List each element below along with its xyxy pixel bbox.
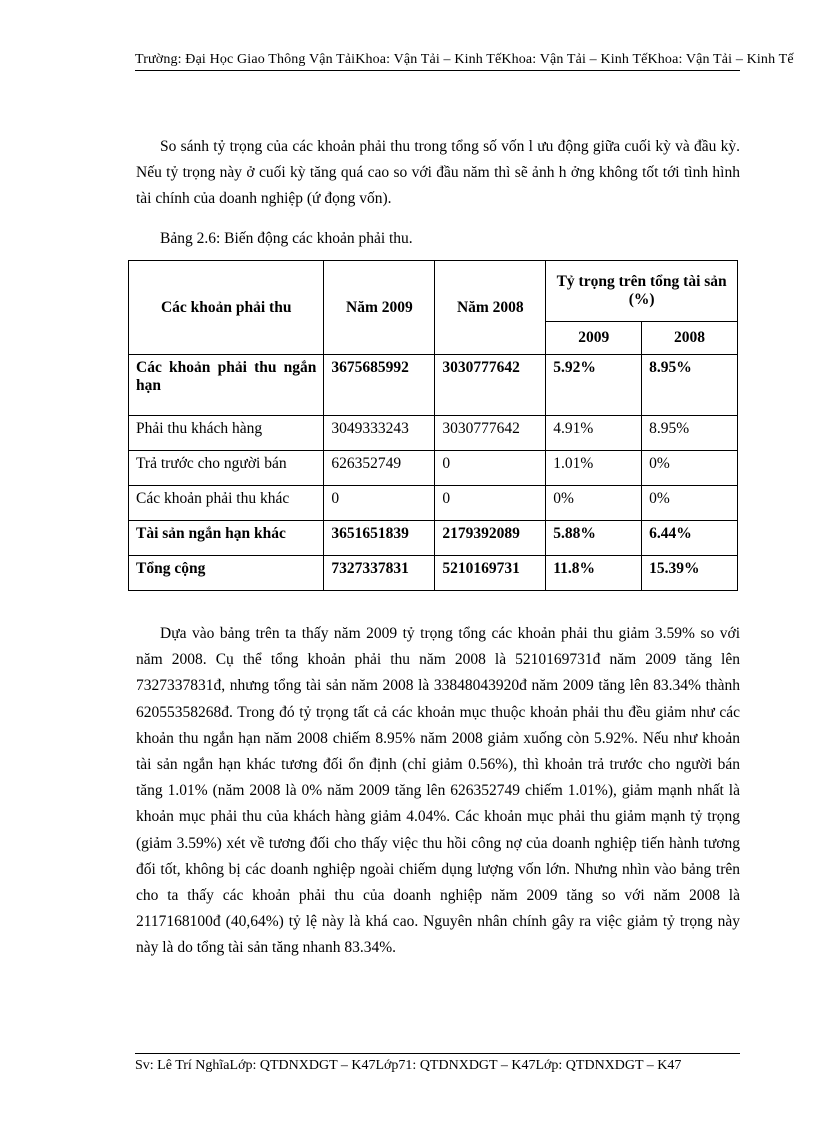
table-caption: Bảng 2.6: Biến động các khoản phải thu.	[160, 230, 413, 247]
row-label: Trả trước cho người bán	[129, 451, 324, 486]
row-label: Tổng cộng	[129, 556, 324, 591]
cell-share-2009: 5.92%	[546, 355, 642, 416]
cell-2008: 0	[435, 451, 546, 486]
analysis-paragraph	[136, 621, 740, 962]
cell-2008: 2179392089	[435, 521, 546, 556]
cell-share-2009: 0%	[546, 486, 642, 521]
table-row	[129, 486, 738, 521]
cell-2008: 5210169731	[435, 556, 546, 591]
row-label: Phải thu khách hàng	[129, 416, 324, 451]
header-year-2009: Năm 2009	[324, 261, 435, 355]
table-row	[129, 451, 738, 486]
receivables-table	[128, 260, 738, 591]
page-footer: Sv: Lê Trí NghĩaLớp: QTDNXDGT – K47Lớp71: QTDNXDGT – K47Lớp: QTDNXDGT – K47	[135, 1058, 682, 1073]
cell-share-2008: 0%	[642, 486, 738, 521]
table-row	[129, 355, 738, 416]
analysis-paragraph-text: Dựa vào bảng trên ta thấy năm 2009 tỷ trọng tổng các khoản phải thu giảm 3.59% so với năm 2008. Cụ thể tổng khoản phải thu năm 2008 là 5210169731đ năm 2009 tăng lên 7327337831đ, nhưng tổng tài sản năm 2008 là 33848043920đ năm 2009 tăng lên 83.34% thành 62055358268đ. Trong đó tỷ trọng tất cả các khoản mục thuộc khoản phải thu đều giảm như các khoản thu ngắn hạn năm 2008 chiếm 8.95% năm 2008 giảm xuống còn 5.92%. Nếu như khoản tài sản ngắn hạn khác tương đối ổn định (chỉ giảm 0.56%), thì khoản trả trước cho người bán tăng 1.01% (năm 2008 là 0% năm 2009 tăng lên 626352749 chiếm 1.01%), giảm mạnh nhất là khoản mục phải thu của khách hàng giảm 4.04%. Các khoản mục phải thu giảm mạnh tỷ trọng (giảm 3.59%) xét về tương đối cho thấy việc thu hồi công nợ của doanh nghiệp tiến hành tương đối tốt, không bị các doanh nghiệp ngoài chiếm dụng lượng vốn lớn. Nhưng nhìn vào bảng trên cho ta thấy các khoản phải thu của doanh nghiệp năm 2009 tăng so với năm 2008 là 2117168100đ (40,64%) tỷ lệ này là khá cao. Nguyên nhân chính gây ra việc giảm tỷ trọng này này là do tổng tài sản tăng nhanh 83.34%.	[136, 625, 740, 957]
footer-divider	[135, 1053, 740, 1054]
cell-2009: 3651651839	[324, 521, 435, 556]
cell-share-2009: 1.01%	[546, 451, 642, 486]
row-label: Tài sản ngắn hạn khác	[129, 521, 324, 556]
cell-share-2009: 4.91%	[546, 416, 642, 451]
cell-2008: 0	[435, 486, 546, 521]
header-share-2009: 2009	[546, 322, 642, 355]
cell-2009: 626352749	[324, 451, 435, 486]
intro-paragraph-text: So sánh tỷ trọng của các khoản phải thu trong tổng số vốn l ưu động giữa cuối kỳ và đầu kỳ. Nếu tỷ trọng này ở cuối kỳ tăng quá cao so với đầu năm thì sẽ ảnh h ởng không tốt tới tình hình tài chính của doanh nghiệp (ứ đọng vốn).	[136, 138, 740, 207]
cell-share-2008: 15.39%	[642, 556, 738, 591]
cell-2009: 0	[324, 486, 435, 521]
table-row	[129, 416, 738, 451]
page-header: Trường: Đại Học Giao Thông Vận TảiKhoa: Vận Tải – Kinh TếKhoa: Vận Tải – Kinh TếKhoa: Vận Tải – Kinh Tế	[135, 52, 794, 67]
cell-2009: 7327337831	[324, 556, 435, 591]
header-divider	[135, 70, 740, 71]
cell-share-2009: 11.8%	[546, 556, 642, 591]
cell-share-2009: 5.88%	[546, 521, 642, 556]
cell-share-2008: 8.95%	[642, 355, 738, 416]
cell-share-2008: 8.95%	[642, 416, 738, 451]
header-share-group: Tỷ trọng trên tổng tài sản (%)	[546, 261, 738, 322]
row-label: Các khoản phải thu khác	[129, 486, 324, 521]
header-receivables: Các khoản phải thu	[129, 261, 324, 355]
cell-2009: 3675685992	[324, 355, 435, 416]
cell-2008: 3030777642	[435, 416, 546, 451]
header-share-2008: 2008	[642, 322, 738, 355]
cell-share-2008: 6.44%	[642, 521, 738, 556]
row-label: Các khoản phải thu ngắn hạn	[129, 355, 324, 416]
intro-paragraph	[136, 134, 740, 212]
cell-share-2008: 0%	[642, 451, 738, 486]
header-year-2008: Năm 2008	[435, 261, 546, 355]
cell-2009: 3049333243	[324, 416, 435, 451]
table-row	[129, 521, 738, 556]
table-row-total	[129, 556, 738, 591]
cell-2008: 3030777642	[435, 355, 546, 416]
